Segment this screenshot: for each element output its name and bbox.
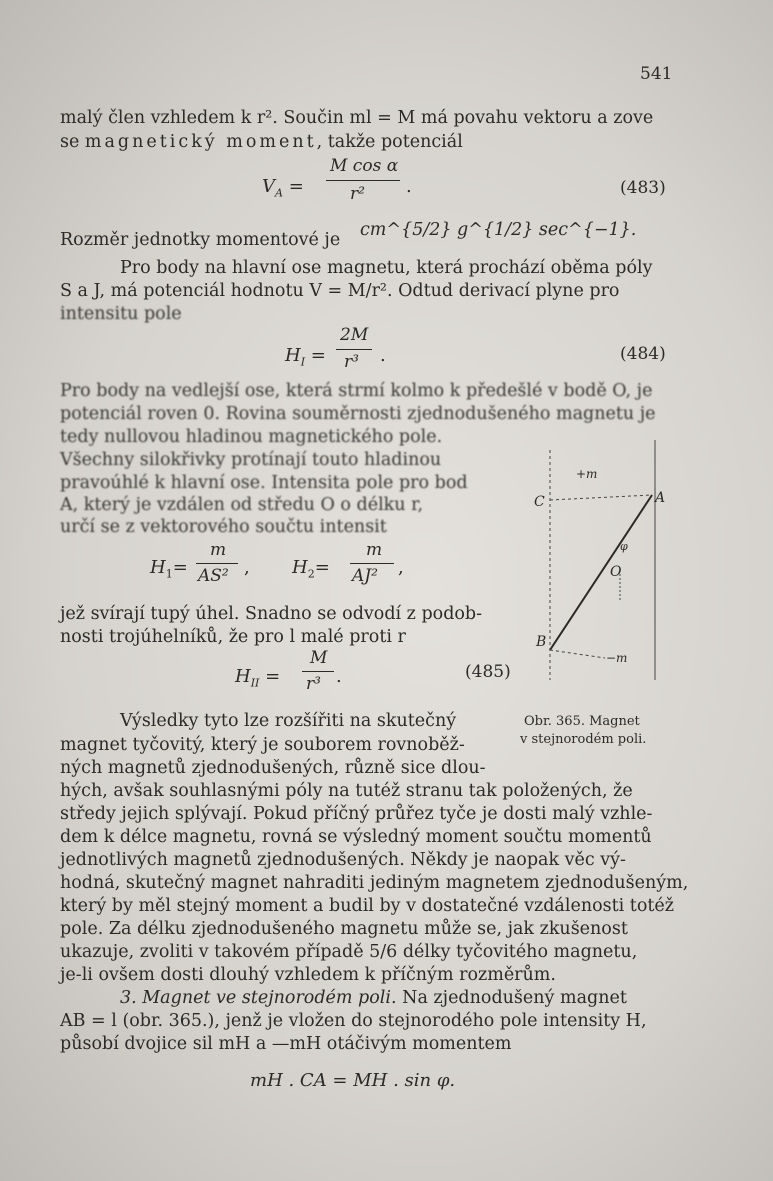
- eq483-end: .: [406, 176, 412, 197]
- para1-line2-suffix: , takže potenciál: [316, 132, 463, 152]
- final-equation: mH . CA = MH . sin φ.: [250, 1070, 456, 1091]
- figure-caption-line2: v stejnorodém poli.: [520, 732, 647, 747]
- para5-line5: středy jejich splývají. Pokud příčný průřez tyče je dosti malý vzhle-: [60, 804, 653, 824]
- para5-line2: magnet tyčovitý, který je souborem rovnoběž-: [60, 735, 465, 755]
- eq483-label: (483): [620, 178, 666, 198]
- eq483-fraction-bar: [326, 180, 400, 181]
- para6-line1: [120, 990, 627, 1008]
- eq-h2-comma: ,: [398, 557, 404, 578]
- label-a: A: [655, 490, 666, 506]
- eq-h2-denominator: AJ²: [352, 566, 378, 586]
- label-o: O: [610, 564, 622, 580]
- eq-h1-comma: ,: [244, 557, 250, 578]
- para5-line6: dem k délce magnetu, rovná se výsledný moment součtu momentů: [60, 827, 652, 847]
- para5-line9: který by měl stejný moment a budil by v dostatečné vzdálenosti totéž: [60, 896, 674, 916]
- eq-h1-denominator: AS²: [198, 566, 229, 586]
- eq484-label: (484): [620, 344, 666, 364]
- para3-line5: pravoúhlé k hlavní ose. Intensita pole pro bod: [60, 473, 468, 493]
- label-plus-m: +m: [576, 467, 598, 481]
- para5-line12: je-li ovšem dosti dlouhý vzhledem k příčným rozměrům.: [60, 965, 556, 985]
- para3-line3: tedy nullovou hladinou magnetického pole.: [60, 427, 443, 447]
- para3-line4: Všechny silokřivky protínají touto hladinou: [60, 450, 442, 470]
- arm-line-bottom: [550, 650, 605, 658]
- arm-line-top: [550, 495, 652, 500]
- para1-line2-prefix: se: [60, 132, 85, 152]
- eq485-label: (485): [465, 662, 511, 682]
- para3-line6: A, který je vzdálen od středu O o délku r,: [60, 495, 424, 515]
- eq484-end: .: [380, 345, 386, 366]
- eq484-lhs: $H_I$ =: [285, 345, 326, 369]
- eq485-fraction-bar: [302, 671, 334, 672]
- dimension-formula: cm^{5/2} g^{1/2} sec^{−1}.: [360, 220, 637, 240]
- para5-line4: hých, avšak souhlasnými póly na tutéž stranu tak položených, že: [60, 781, 633, 801]
- para5-line11: ukazuje, zvoliti v takovém případě 5/6 délky tyčovitého magnetu,: [60, 942, 638, 962]
- section-heading: 3. Magnet ve stejnorodém poli.: [120, 988, 397, 1008]
- para5-line3: ných magnetů zjednodušených, různě sice dlou-: [60, 758, 486, 778]
- para5-line8: hodná, skutečný magnet nahraditi jediným magnetem zjednodušeným,: [60, 873, 689, 893]
- eq484-denominator: r³: [344, 352, 359, 372]
- para6-line2: AB = l (obr. 365.), jenž je vložen do stejnorodého pole intensity H,: [60, 1011, 647, 1031]
- eq485-numerator: M: [310, 648, 328, 668]
- figure-caption-line1: Obr. 365. Magnet: [524, 714, 640, 729]
- para3-line1: Pro body na vedlejší ose, která strmí kolmo k předešlé v bodě O, je: [60, 381, 653, 401]
- dimension-text: Rozměr jednotky momentové je: [60, 230, 341, 250]
- eq485-end: .: [336, 666, 342, 687]
- para4-line1: jež svírají tupý úhel. Snadno se odvodí z podob-: [60, 604, 483, 624]
- eq483-denominator: r²: [350, 184, 365, 204]
- para5-line7: jednotlivých magnetů zjednodušených. Někdy je naopak věc vý-: [60, 850, 626, 870]
- para5-line1: Výsledky tyto lze rozšířiti na skutečný: [120, 711, 457, 731]
- para2-line2: S a J, má potenciál hodnotu V = M/r². Odtud derivací plyne pro: [60, 281, 620, 301]
- para1-line2: [60, 134, 463, 152]
- eq-h2-lhs: $H_2=$: [292, 557, 330, 581]
- eq-h1-numerator: m: [210, 540, 227, 560]
- eq-h2-fraction-bar: [350, 563, 394, 564]
- para2-line1: Pro body na hlavní ose magnetu, která prochází oběma póly: [120, 258, 653, 278]
- eq484-fraction-bar: [336, 349, 372, 350]
- para5-line10: pole. Za délku zjednodušeného magnetu může se, jak zkušenost: [60, 919, 628, 939]
- figure-365: [520, 440, 700, 690]
- eq483-numerator: M cos α: [330, 156, 399, 176]
- para6-line1-rest: Na zjednodušený magnet: [396, 988, 627, 1008]
- label-phi: φ: [620, 540, 628, 553]
- magnet-bar: [550, 495, 652, 650]
- eq-h1-lhs: $H_1=$: [150, 557, 188, 581]
- para3-line2: potenciál roven 0. Rovina souměrnosti zjednodušeného magnetu je: [60, 404, 656, 424]
- para3-line7: určí se z vektorového součtu intensit: [60, 517, 387, 537]
- eq485-denominator: r³: [306, 674, 321, 694]
- eq485-lhs: $H_{II}$ =: [235, 666, 281, 690]
- para2-line3: intensitu pole: [60, 304, 182, 324]
- label-b: B: [536, 634, 547, 650]
- page-number: 541: [640, 64, 673, 84]
- label-c: C: [534, 494, 545, 510]
- magnetic-moment-term: magnetický moment: [84, 132, 317, 152]
- eq483-lhs: $V_A$ =: [262, 176, 304, 200]
- label-minus-m: −m: [606, 651, 628, 665]
- para6-line3: působí dvojice sil mH a —mH otáčivým momentem: [60, 1034, 512, 1054]
- eq-h2-numerator: m: [366, 540, 383, 560]
- para1-line1: malý člen vzhledem k r². Součin ml = M má povahu vektoru a zove: [60, 108, 654, 128]
- eq484-numerator: 2M: [340, 325, 369, 345]
- para4-line2: nosti trojúhelníků, že pro l malé proti r: [60, 627, 406, 647]
- eq-h1-fraction-bar: [196, 563, 238, 564]
